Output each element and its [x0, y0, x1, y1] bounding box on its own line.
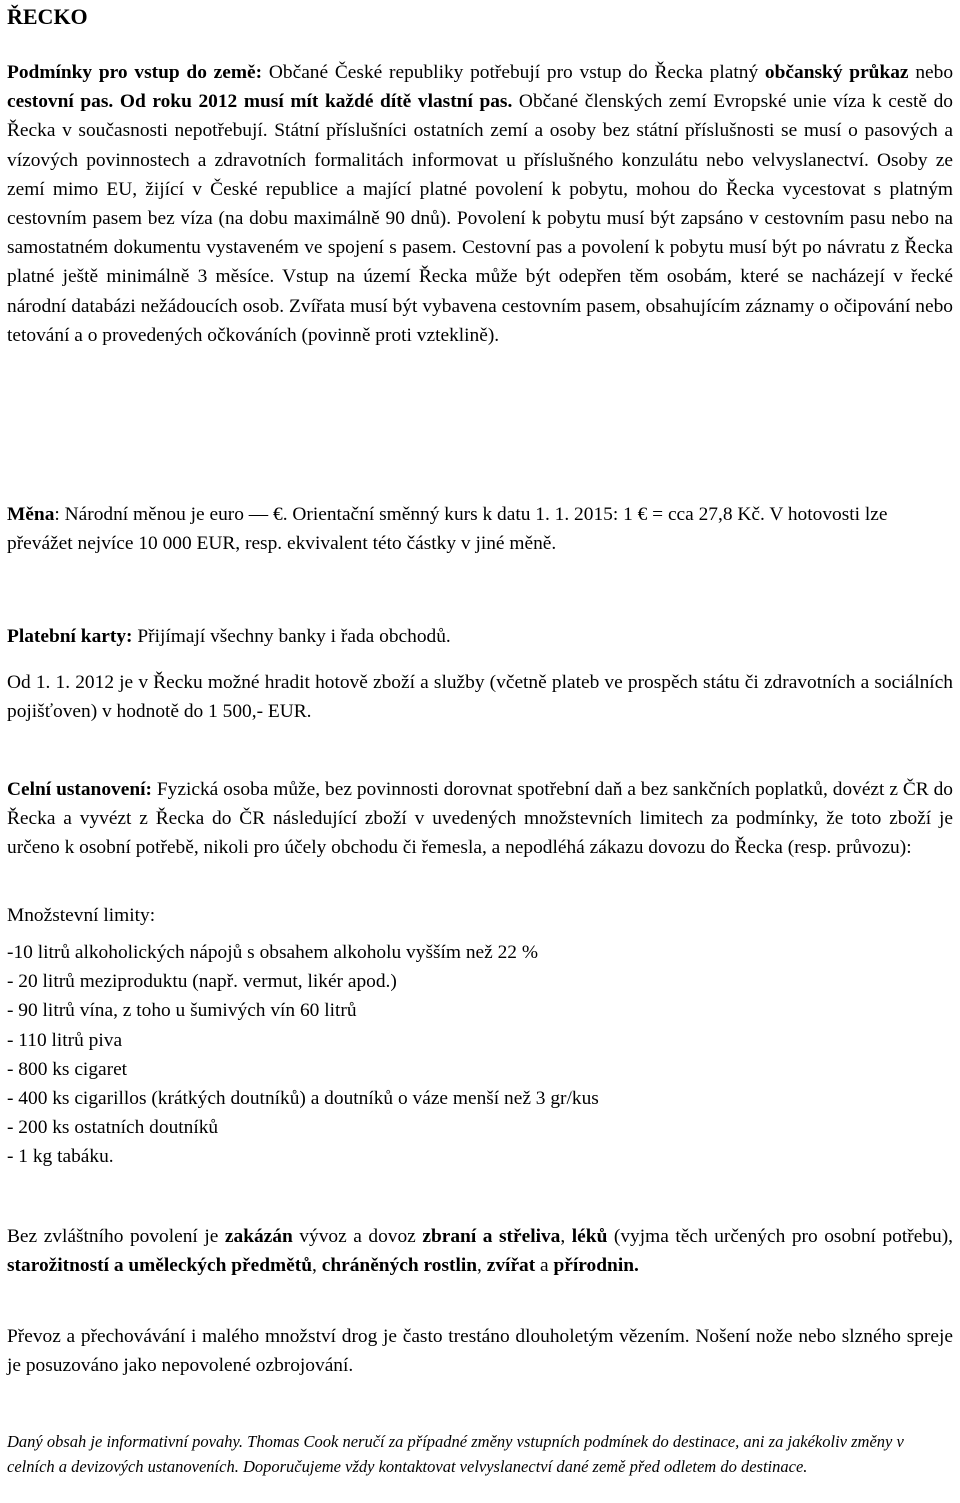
entry-text-1: Občané České republiky potřebují pro vstup do Řecka platný	[262, 62, 765, 83]
payment-cards-text: Přijímají všechny banky i řada obchodů.	[132, 626, 451, 647]
limits-heading: Množstevní limity:	[7, 905, 156, 926]
list-item: -10 litrů alkoholických nápojů s obsahem alkoholu vyšším než 22 %	[7, 942, 538, 963]
ban-text-4: (vyjma těch určených pro osobní potřebu),	[607, 1226, 954, 1247]
ban-bold-medicines: léků	[571, 1226, 608, 1247]
ban-bold-natural-items: přírodnin.	[553, 1255, 639, 1277]
ban-text-7: a	[535, 1255, 554, 1277]
entry-text-2: nebo	[908, 62, 954, 83]
list-item: - 90 litrů vína, z toho u šumivých vín 60 litrů	[7, 1000, 357, 1022]
ban-text-5: ,	[312, 1255, 322, 1277]
ban-bold-plants: chráněných rostlin	[321, 1255, 478, 1277]
customs-text: Fyzická osoba může, bez povinnosti dorovnat spotřební daň a bez sankčních poplatků, dovézt z ČR do Řecka a vyvézt z Řecka do ČR následující zboží v uvedených množstevních limitech za podmínky, že toto zboží je určeno k osobní potřebě, nikoli pro účely obchodu či řemesla, a nepodléhá zákazu dovozu do Řecka (resp. průvozu):	[7, 779, 953, 859]
customs-label: Celní ustanovení:	[7, 779, 152, 800]
payment-cards-paragraph	[7, 622, 953, 651]
customs-paragraph	[7, 775, 953, 863]
payment-cards-label: Platební karty:	[7, 626, 133, 647]
entry-bold-passport: cestovní pas. Od roku 2012 musí mít každé dítě vlastní pas.	[7, 91, 513, 113]
entry-text-3: Občané členských zemí Evropské unie víza k cestě do Řecka v současnosti nepotřebují. Státní příslušníci ostatních zemí a osoby bez státní příslušnosti se musí o pasových a vízových povinnostech a zdravotních formalitách informovat u příslušného konzulátu nebo velvyslanectví. Osoby ze zemí mimo EU, žijící v České republice a mající platné povolení k pobytu, mohou do Řecka vycestovat s platným cestovním pasem bez víza (na dobu maximálně 90 dnů). Povolení k pobytu musí být zapsáno v cestovním pasu nebo na samostatném dokumentu vystaveném ve spojení s pasem. Cestovní pas a povolení k pobytu musí být po návratu z Řecka platné ještě minimálně 3 měsíce. Vstup na území Řecka může být odepřen těm osobám, které se nacházejí v řecké národní databázi nežádoucích osob. Zvířata musí být vybavena cestovním pasem, obsahujícím záznamy o očipování nebo tetování a o provedených očkováních (povinně proti vzteklině).	[7, 91, 953, 346]
entry-conditions-label: Podmínky pro vstup do země:	[7, 62, 263, 83]
cash-limit-paragraph: Od 1. 1. 2012 je v Řecku možné hradit hotově zboží a služby (včetně plateb ve prospěch státu či zdravotních a sociálních pojišťoven) v hodnotě do 1 500,- EUR.	[7, 672, 953, 723]
disclaimer-note: Daný obsah je informativní povahy. Thomas Cook neručí za případné změny vstupních podmínek do destinace, ani za jakékoliv změny v celních a devizových ustanoveních. Doporučujeme vždy kontaktovat velvyslanectví dané země před odletem do destinace.	[7, 1432, 904, 1476]
limits-list	[7, 938, 953, 1172]
ban-text-3: ,	[560, 1226, 572, 1247]
ban-text-1: Bez zvláštního povolení je	[7, 1226, 225, 1247]
list-item: - 800 ks cigaret	[7, 1058, 128, 1080]
currency-paragraph	[7, 500, 953, 558]
ban-bold-prohibited: zakázán	[224, 1226, 293, 1247]
entry-bold-id-card: občanský průkaz	[764, 62, 909, 83]
ban-text-6: ,	[477, 1255, 487, 1277]
currency-text: : Národní měnou je euro — €. Orientační směnný kurs k datu 1. 1. 2015: 1 € = cca 27,8 Kč. V hotovosti lze převážet nejvíce 10 000 EUR, resp. ekvivalent této částky v jiné měně.	[7, 504, 888, 555]
list-item: - 200 ks ostatních doutníků	[7, 1117, 219, 1139]
drugs-paragraph: Převoz a přechovávání i malého množství drog je často trestáno dlouholetým vězením. Nošení nože nebo slzného spreje je posuzováno jako nepovolené ozbrojování.	[7, 1326, 953, 1377]
ban-bold-animals: zvířat	[486, 1255, 536, 1277]
ban-text-2: vývoz a dovoz	[292, 1226, 423, 1247]
list-item: - 110 litrů piva	[7, 1029, 123, 1051]
list-item: - 400 ks cigarillos (krátkých doutníků) a doutníků o váze menší než 3 gr/kus	[7, 1087, 599, 1109]
list-item: - 1 kg tabáku.	[7, 1146, 114, 1168]
ban-bold-antiques: starožitností a uměleckých předmětů	[7, 1255, 313, 1277]
prohibition-paragraph	[7, 1222, 953, 1280]
list-item: - 20 litrů meziproduktu (např. vermut, likér apod.)	[7, 971, 397, 993]
entry-conditions-paragraph	[7, 58, 953, 350]
currency-label: Měna	[7, 504, 55, 525]
ban-bold-weapons: zbraní a střeliva	[422, 1226, 561, 1247]
page-title: ŘECKO	[7, 4, 88, 29]
